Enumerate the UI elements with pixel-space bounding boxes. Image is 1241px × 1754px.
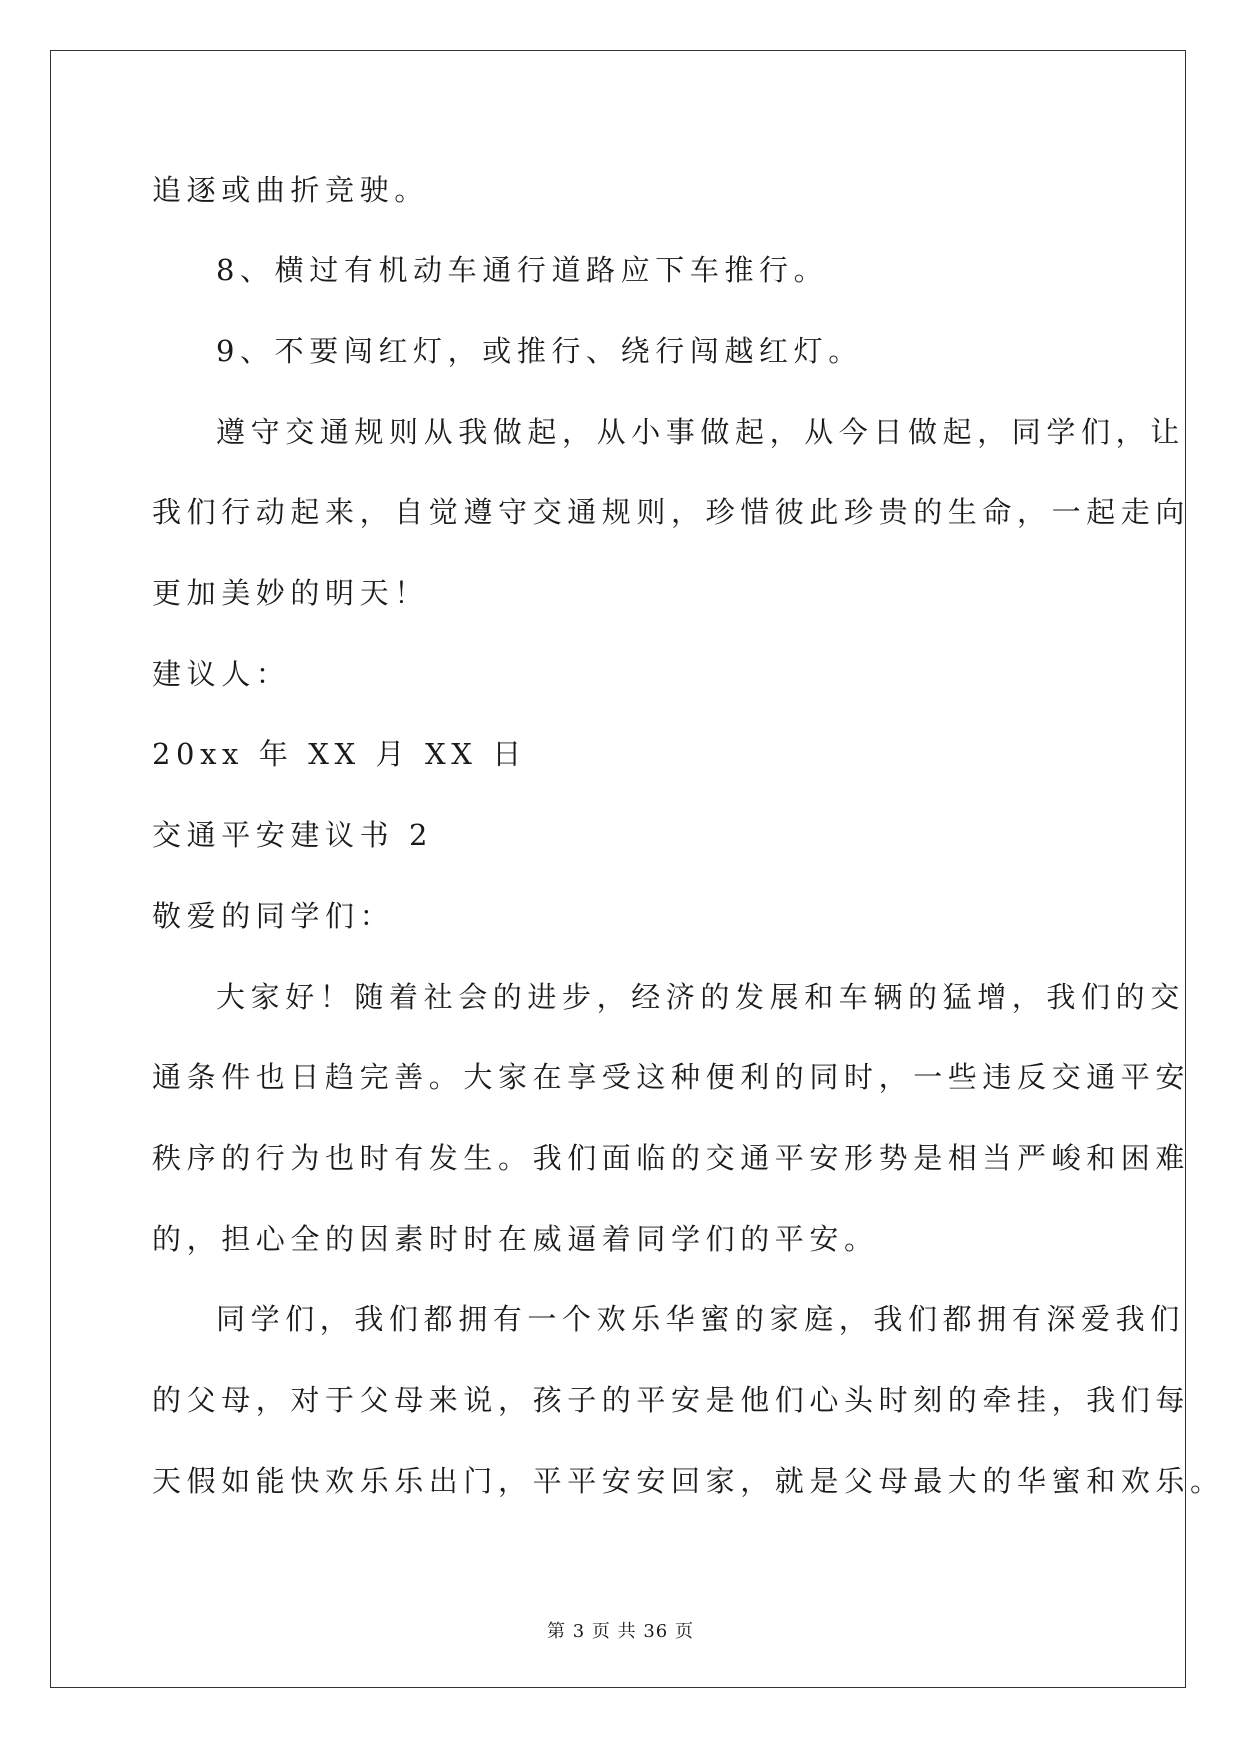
page-border [50, 50, 1186, 1688]
section-title: 交通平安建议书 2 [152, 818, 434, 852]
paragraph-line: 通条件也日趋完善。大家在享受这种便利的同时，一些违反交通平安 [152, 1060, 1191, 1094]
paragraph-line: 遵守交通规则从我做起，从小事做起，从今日做起，同学们，让 [216, 415, 1185, 449]
paragraph-line: 的父母，对于父母来说，孩子的平安是他们心头时刻的牵挂，我们每 [152, 1383, 1191, 1417]
paragraph-line: 追逐或曲折竞驶。 [152, 173, 429, 207]
paragraph-line: 我们行动起来，自觉遵守交通规则，珍惜彼此珍贵的生命，一起走向 [152, 495, 1191, 529]
list-item-9: 9、不要闯红灯，或推行、绕行闯越红灯。 [216, 334, 863, 368]
paragraph-line: 的，担心全的因素时时在威逼着同学们的平安。 [152, 1222, 879, 1256]
paragraph-line: 同学们，我们都拥有一个欢乐华蜜的家庭，我们都拥有深爱我们 [216, 1302, 1185, 1336]
paragraph-line: 秩序的行为也时有发生。我们面临的交通平安形势是相当严峻和困难 [152, 1141, 1191, 1175]
date-line: 20xx 年 XX 月 XX 日 [152, 737, 527, 771]
signature-label: 建议人： [152, 657, 291, 691]
list-item-8: 8、横过有机动车通行道路应下车推行。 [216, 253, 829, 287]
paragraph-line: 更加美妙的明天！ [152, 576, 429, 610]
paragraph-line: 大家好！随着社会的进步，经济的发展和车辆的猛增，我们的交 [216, 980, 1185, 1014]
paragraph-line: 天假如能快欢乐乐出门，平平安安回家，就是父母最大的华蜜和欢乐。 [152, 1464, 1225, 1498]
page-number-footer: 第 3 页 共 36 页 [547, 1621, 694, 1642]
salutation: 敬爱的同学们： [152, 899, 395, 933]
